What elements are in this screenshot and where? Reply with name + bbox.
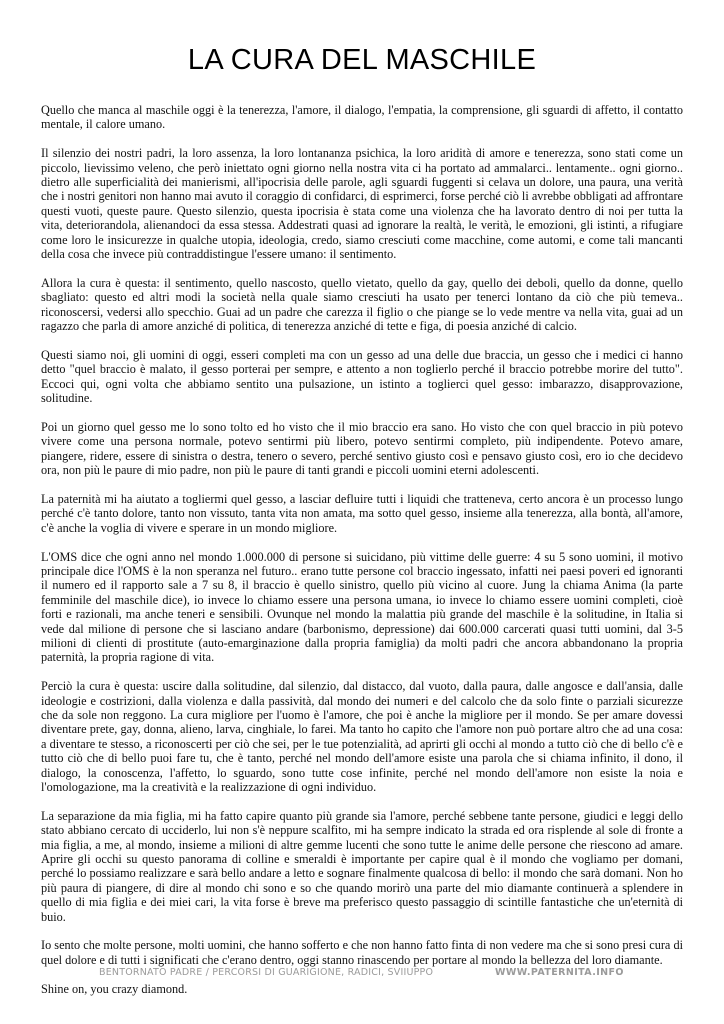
document-title: LA CURA DEL MASCHILE bbox=[187, 44, 537, 76]
footer-website: WWW.PATERNITA.INFO bbox=[495, 967, 624, 978]
footer-series-title: BENTORNATO PADRE / PERCORSI DI GUARIGIONE, RADICI, SVIIUPPO bbox=[99, 967, 434, 978]
paragraph-6: La paternità mi ha aiutato a togliermi quel gesso, a lasciar defluire tutti i liquidi che tratteneva, certo ancora è un processo lungo perché c'è tanto dolore, tanto non vissuto, tanta vita non amata, ma sotto quel gesso, insieme alla tenerezza, alla bontà, all'amore, c'è anche la voglia di vivere e sperare in un mondo migliore. bbox=[41, 491, 683, 535]
paragraph-4: Questi siamo noi, gli uomini di oggi, esseri completi ma con un gesso ad una delle due braccia, un gesso che i medici ci hanno detto "quel braccio è malato, il gesso porterai per sempre, e attento a non toglierlo perché il braccio potrebbe morire del tutto". Eccoci qui, ogni volta che abbiamo sentito una pulsazione, un istinto a toglierci quel gesso: imbarazzo, disapprovazione, solitudine. bbox=[41, 347, 683, 406]
article-body bbox=[41, 103, 683, 1010]
paragraph-11: Shine on, you crazy diamond. bbox=[41, 981, 188, 996]
page-footer bbox=[0, 967, 724, 983]
paragraph-7: L'OMS dice che ogni anno nel mondo 1.000.000 di persone si suicidano, più vittime delle guerre: 4 su 5 sono uomini, il motivo principale dice l'OMS è la non speranza nel futuro.. erano tutte persone col braccio ingessato, infatti nei paesi poveri ed ignoranti il numero ed il rapporto sale a 7 su 8, il braccio è quello sinistro, quello più vicino al cuore. Jung la chiama Anima (la parte femminile del maschile dice), io invece lo chiamo essere una persona umana, io invece lo chiamo essere uomini completi, cioè forti e razionali, ma anche teneri e sensibili. Ovunque nel mondo la malattia più grande del maschile è la solitudine, in Italia si vede dal milione di persone che si lasciano andare (barbonismo, depressione) dai 600.000 carcerati quasi tutti uomini, dal 3-5 milioni di clienti di prostitute (auto-emarginazione dalla propria famiglia) da molti padri che ancora abbandonano la propria paternità, la propria ragione di vita. bbox=[41, 549, 683, 665]
paragraph-5: Poi un giorno quel gesso me lo sono tolto ed ho visto che il mio braccio era sano. Ho visto che con quel braccio in più potevo vivere come una persona normale, potevo sentirmi più libero, potevo sentirmi completo, più indipendente. Potevo amare, piangere, ridere, essere di sinistra o destra, tenero o severo, perché sentivo giusto così e pensavo giusto così, ero io che decidevo ora, non più le paure di mio padre, non più le paure di tanti grandi e piccoli uomini eterni adolescenti. bbox=[41, 419, 683, 478]
paragraph-1: Quello che manca al maschile oggi è la tenerezza, l'amore, il dialogo, l'empatia, la comprensione, gli sguardi di affetto, il contatto mentale, il calore umano. bbox=[41, 103, 683, 132]
paragraph-10: Io sento che molte persone, molti uomini, che hanno sofferto e che non hanno fatto finta di non vedere ma che si sono presi cura di quel dolore e di tutti i significati che c'erano dentro, oggi stanno rinascendo per portare al mondo la bellezza del loro diamante. bbox=[41, 938, 683, 967]
paragraph-2: Il silenzio dei nostri padri, la loro assenza, la loro lontananza psichica, la loro aridità di amore e tenerezza, sono stati come un piccolo, lievissimo veleno, che però iniettato ogni giorno nella nostra vita ci ha portato ad ammalarci.. lentamente.. ogni giorno.. dietro alle superficialità dei manierismi, all'ipocrisia delle parole, agli sguardi fuggenti si celava un dolore, una paura, una verità che i nostri genitori non hanno mai avuto il coraggio di confidarci, di esprimerci, forse perché ciò li avrebbe obbligati ad affrontare questi vuoti, queste paure. Questo silenzio, questa ipocrisia è stata come una violenza che ha lavorato dentro di noi per tutta la vita, deteriorandola, alienandoci da essa stessa. Addestrati quasi ad ignorare la realtà, le verità, le emozioni, gli istinti, a rifugiare come loro le insicurezze in qualche utopia, ideologia, credo, siamo cresciuti come macchine, come automi, e come tali mancanti della cosa che invece più contraddistingue l'essere umano: il sentimento. bbox=[41, 146, 683, 262]
paragraph-9: La separazione da mia figlia, mi ha fatto capire quanto più grande sia l'amore, perché sebbene tante persone, giudici e leggi dello stato abbiano cercato di ucciderlo, lui non s'è neppure scalfito, mi ha sempre indicato la strada ed ora risplende al sole di fronte a mia figlia, a me, al mondo, insieme a milioni di altre gemme lucenti che sono tutte le anime delle persone che riescono ad amare. Aprire gli occhi su questo panorama di colline e smeraldi è importante per capire qual è il mondo che vogliamo per domani, perché lo possiamo realizzare e sarà bello andare a letto e sognare finalmente qualcosa di bello: il mondo che sarà domani. Non ho più paura di piangere, di dire al mondo chi sono e so che quando morirò una parte del mio diamante continuerà a splendere in quello di mia figlia e dei miei cari, la vita forse è breve ma preferisco questo passaggio di scintille fantastiche che un'eternità di buio. bbox=[41, 808, 683, 924]
paragraph-8: Perciò la cura è questa: uscire dalla solitudine, dal silenzio, dal distacco, dal vuoto, dalla paura, dalle angosce e dall'ansia, dalle ideologie e costrizioni, dalla violenza e dalla passività, dal mondo dei numeri e del calcolo che da solo finte o parziali sicurezze che da sole non reggono. La cura migliore per l'uomo è l'amore, che poi è anche la migliore per il mondo. Se per amare dovessi diventare prete, gay, donna, alieno, larva, cinghiale, lo farei. Ma tanto ho capito che l'amore non può portare altro che ad una cosa: a diventare te stesso, a riconoscerti per ciò che sei, per le tue potenzialità, ad aprirti gli occhi al mondo a tutto ciò che di bello c'è e tutto ciò che di bello puoi fare tu, che è tanto, perché nel mondo dell'amore esiste una parola che si chiama infinito, il dono, il dialogo, la conoscenza, l'affetto, lo sguardo, sono tutte cose infinite, perché nel mondo dell'amore non esiste la noia e l'omologazione, ma la creatività e la realizzazione di ogni individuo. bbox=[41, 679, 683, 794]
paragraph-3: Allora la cura è questa: il sentimento, quello nascosto, quello vietato, quello da gay, quello dei deboli, quello da donne, quello sbagliato: questo ed altri modi la società nella quale siamo cresciuti ha usato per tenerci lontano da ciò che più temeva.. riconoscersi, vedersi allo specchio. Guai ad un padre che carezza il figlio o che piange se lo vede mentre va nella vita, guai ad un ragazzo che parla di amore anziché di politica, di tenerezza anziché di tette e figa, di poesia anziché di calcio. bbox=[41, 275, 683, 334]
